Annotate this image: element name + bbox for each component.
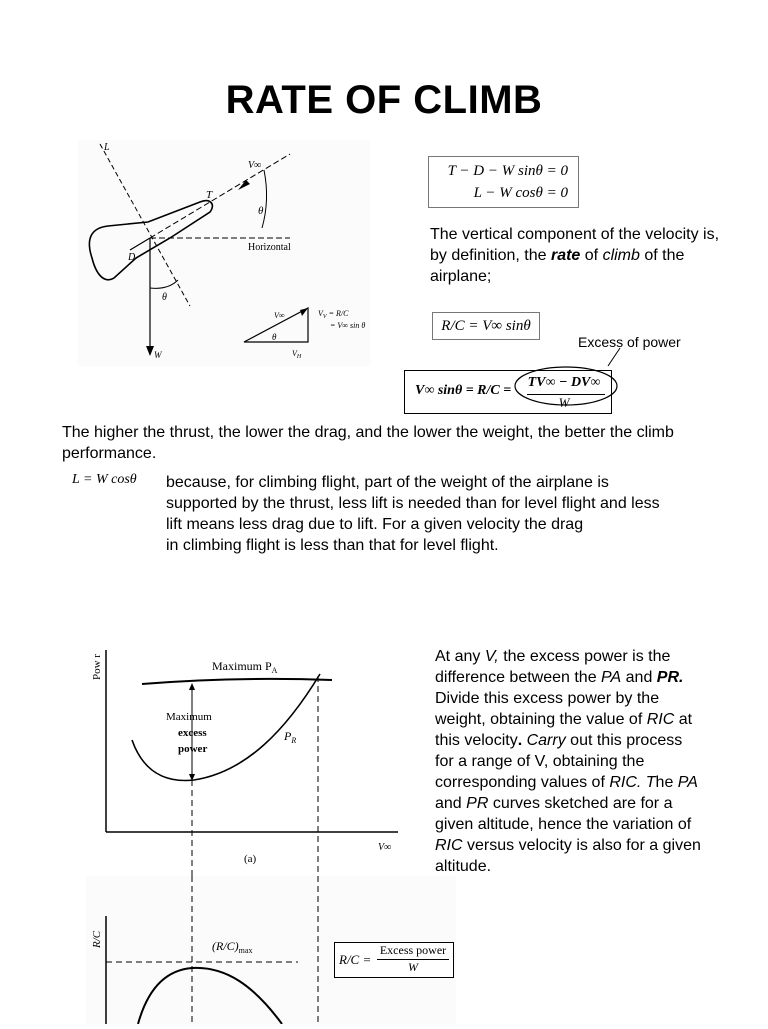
max-excess-label-3: power [178, 743, 208, 755]
power-chart-svg [86, 640, 416, 876]
triangle-base-label: $V_H$ [292, 349, 302, 360]
excess-text-PR2: PR [466, 795, 489, 812]
excess-text-9: curves sketched are for a given altitude, hence the variation of [435, 795, 692, 833]
equation-normal: L − W cosθ = 0 [473, 185, 568, 201]
excess-text-3: and [621, 669, 657, 686]
pr-label: $P_R$ [284, 729, 297, 745]
excess-text-RIC3: RIC [435, 837, 463, 854]
max-excess-arrowhead-top [189, 683, 195, 690]
vertical-component-text [430, 224, 730, 287]
because-text [166, 472, 726, 556]
triangle-vert-label-2: = V∞ sin θ [330, 321, 366, 330]
excess-power-label: Excess of power [578, 334, 681, 350]
label-weight: W [154, 350, 162, 360]
equilibrium-equations-box [428, 156, 579, 208]
excess-text-7: he [655, 774, 678, 791]
excess-power-text [435, 646, 705, 877]
excess-power-ellipse [512, 364, 620, 408]
because-line-4: in climbing flight is less than that for level flight. [166, 537, 499, 554]
equation-rc: R/C = V∞ sinθ [441, 318, 531, 334]
max-excess-label-2: excess [178, 727, 207, 739]
force-diagram-svg [78, 140, 370, 366]
triangle-angle-label: θ [272, 332, 277, 342]
excess-text-PA: PA [601, 669, 622, 686]
excess-text-RIC2: RIC. [609, 774, 642, 791]
power-available-curve [142, 679, 332, 684]
excess-text-1: At any [435, 648, 485, 665]
triangle-hyp-label: V∞ [274, 311, 285, 320]
power-chart-panel-label: (a) [244, 853, 257, 865]
excess-text-T: T [641, 774, 656, 791]
excess-text-carry: Carry [522, 732, 566, 749]
label-drag: D [128, 252, 136, 263]
excess-text-6: out this process for a range of V, obtaining the corresponding values of [435, 732, 683, 791]
excess-text-dot: . [517, 732, 523, 749]
rc-formula-numerator: Excess power [379, 943, 447, 957]
vertical-text-part-3: of the airplane; [430, 247, 685, 285]
higher-thrust-text: The higher the thrust, the lower the drag, and the lower the weight, the better the climb performance. [62, 424, 674, 462]
power-required-curve [132, 674, 320, 781]
rc-chart-ylabel: R/C [91, 930, 103, 948]
label-thrust: T [206, 189, 213, 201]
rc-excess-formula-box [334, 942, 454, 978]
force-diagram [78, 140, 370, 366]
excess-text-10: versus velocity is also for a given altitude. [435, 837, 701, 875]
rc-equation-box [432, 312, 540, 340]
vertical-text-rate: rate [550, 247, 581, 264]
because-line-1: because, for climbing flight, part of the weight of the airplane is [166, 474, 609, 491]
power-chart-xlabel: V∞ [378, 842, 392, 853]
label-theta: θ [258, 205, 264, 217]
excess-text-4: Divide this excess power by the weight, obtaining the value of [435, 690, 660, 728]
rc-formula-denominator: W [408, 960, 418, 974]
drag-vector [130, 238, 150, 250]
excess-text-PR: PR. [656, 669, 684, 686]
lift-equation: L = W cosθ [72, 472, 137, 487]
theta-arc-lower [150, 280, 178, 288]
vertical-text-climb: climb [602, 247, 640, 264]
rc-formula-left: R/C = [339, 952, 372, 967]
max-excess-label-1: Maximum [166, 711, 212, 723]
theta-arc-upper [262, 170, 267, 228]
label-lift: L [104, 142, 110, 153]
because-line-2: supported by the thrust, less lift is needed than for level flight and less [166, 495, 660, 512]
page-title: RATE OF CLIMB [225, 78, 543, 122]
excess-text-PA2: PA [677, 774, 698, 791]
rc-full-denominator: W [558, 395, 570, 410]
excess-text-V: V, [484, 648, 499, 665]
vertical-text-part-2: of [580, 247, 603, 264]
equation-tangential: T − D − W sinθ = 0 [447, 163, 568, 179]
rc-full-numerator: TV∞ − DV∞ [527, 375, 601, 390]
because-line-3: lift means less drag due to lift. For a given velocity the drag [166, 516, 584, 533]
triangle-arrowhead [300, 308, 308, 316]
rc-full-left: V∞ sinθ = R/C = [415, 383, 512, 398]
vertical-text-part-1: The vertical component of the velocity is, by definition, the [430, 226, 720, 264]
label-horizontal: Horizontal [248, 242, 291, 253]
excess-text-RIC: RIC [646, 711, 675, 728]
excess-text-8: and [435, 795, 467, 812]
airplane-body [89, 201, 212, 280]
rc-curve [138, 968, 282, 1024]
power-chart-ylabel: Pow r [91, 654, 103, 680]
rc-chart-max-label: $(R/C)_{max}$ [212, 939, 253, 955]
power-chart [86, 640, 416, 876]
label-velocity: V∞ [248, 160, 262, 171]
excess-text-2: the excess power is the difference between the [435, 648, 671, 686]
velocity-line [150, 154, 290, 238]
weight-arrowhead [146, 346, 154, 356]
label-theta-lower: θ [162, 292, 167, 303]
excess-text-5: at this velocity [435, 711, 693, 749]
max-pa-label: Maximum $P_A$ [212, 659, 278, 675]
triangle-vert-label-1: $V_V = R/C$ [318, 309, 349, 320]
